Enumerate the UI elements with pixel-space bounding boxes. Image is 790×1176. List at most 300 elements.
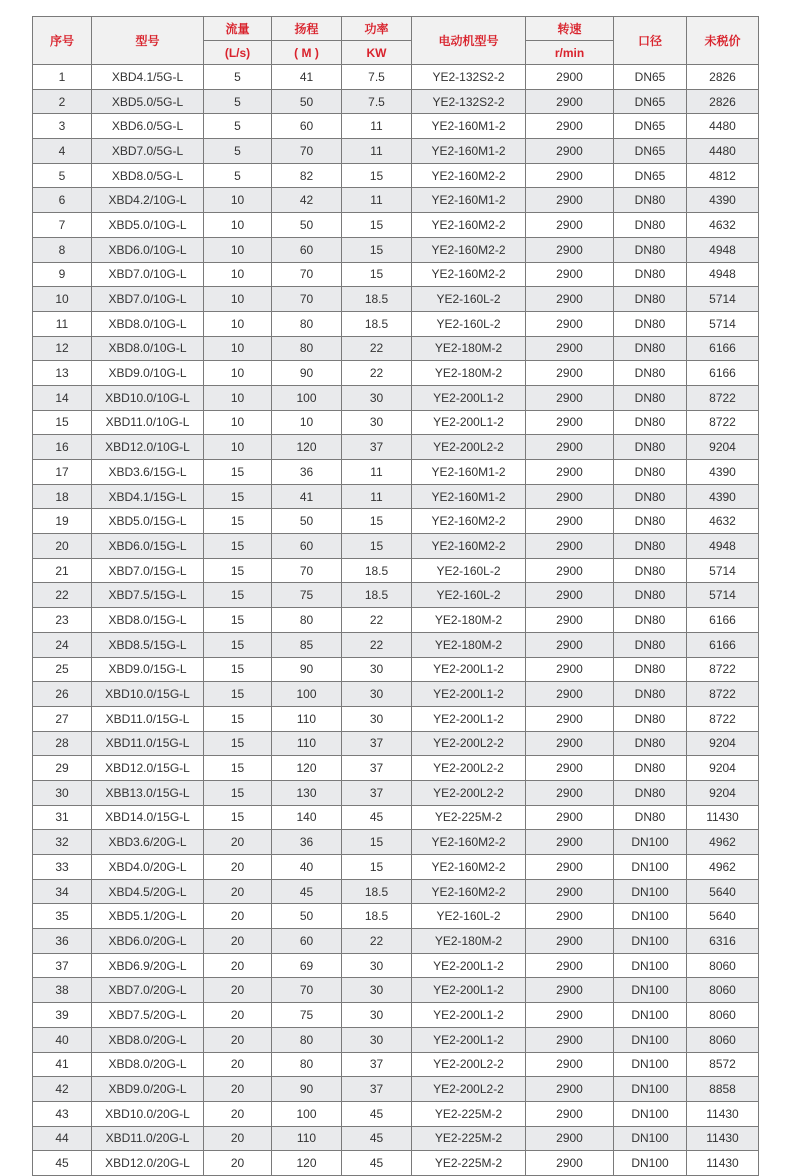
cell-head: 10 [272,410,342,435]
table-row [33,682,759,707]
cell-motor: YE2-160L-2 [412,287,526,312]
cell-seq: 27 [33,706,92,731]
cell-model: XBD4.0/20G-L [92,855,204,880]
cell-seq: 40 [33,1027,92,1052]
cell-caliber: DN80 [614,731,687,756]
cell-motor: YE2-132S2-2 [412,89,526,114]
table-row [33,114,759,139]
cell-power: 22 [342,361,412,386]
cell-caliber: DN100 [614,1027,687,1052]
cell-head: 80 [272,1052,342,1077]
header-price: 未税价 [687,17,759,65]
cell-head: 70 [272,139,342,164]
cell-seq: 11 [33,311,92,336]
cell-price: 5714 [687,287,759,312]
cell-seq: 31 [33,805,92,830]
cell-caliber: DN80 [614,336,687,361]
cell-flow: 10 [204,336,272,361]
cell-model: XBD4.1/15G-L [92,484,204,509]
cell-head: 85 [272,632,342,657]
cell-motor: YE2-200L2-2 [412,1052,526,1077]
cell-power: 45 [342,1126,412,1151]
cell-seq: 19 [33,509,92,534]
cell-head: 40 [272,855,342,880]
cell-flow: 20 [204,1077,272,1102]
cell-price: 8572 [687,1052,759,1077]
cell-power: 22 [342,632,412,657]
cell-speed: 2900 [526,780,614,805]
cell-flow: 15 [204,509,272,534]
cell-speed: 2900 [526,706,614,731]
cell-caliber: DN80 [614,756,687,781]
cell-power: 37 [342,1052,412,1077]
cell-model: XBD4.5/20G-L [92,879,204,904]
cell-caliber: DN100 [614,1101,687,1126]
table-row [33,953,759,978]
cell-speed: 2900 [526,213,614,238]
cell-head: 41 [272,484,342,509]
table-row [33,1151,759,1176]
cell-motor: YE2-132S2-2 [412,65,526,90]
cell-model: XBD6.0/10G-L [92,237,204,262]
cell-price: 4962 [687,830,759,855]
cell-seq: 44 [33,1126,92,1151]
cell-head: 100 [272,682,342,707]
cell-power: 45 [342,1101,412,1126]
cell-flow: 20 [204,978,272,1003]
table-row [33,978,759,1003]
cell-speed: 2900 [526,632,614,657]
cell-caliber: DN80 [614,460,687,485]
cell-caliber: DN80 [614,287,687,312]
table-row [33,163,759,188]
cell-price: 4390 [687,188,759,213]
cell-seq: 14 [33,385,92,410]
cell-flow: 15 [204,780,272,805]
cell-price: 4948 [687,262,759,287]
cell-speed: 2900 [526,805,614,830]
table-row [33,632,759,657]
cell-motor: YE2-160M1-2 [412,460,526,485]
cell-price: 5714 [687,583,759,608]
cell-price: 6166 [687,608,759,633]
cell-price: 11430 [687,805,759,830]
cell-power: 30 [342,657,412,682]
cell-motor: YE2-200L2-2 [412,731,526,756]
cell-power: 18.5 [342,904,412,929]
cell-price: 4390 [687,484,759,509]
cell-seq: 25 [33,657,92,682]
cell-head: 100 [272,1101,342,1126]
cell-motor: YE2-160M2-2 [412,855,526,880]
cell-motor: YE2-225M-2 [412,1101,526,1126]
cell-flow: 10 [204,385,272,410]
cell-seq: 9 [33,262,92,287]
cell-motor: YE2-160L-2 [412,558,526,583]
cell-flow: 15 [204,657,272,682]
header-seq: 序号 [33,17,92,65]
cell-flow: 20 [204,1052,272,1077]
header-model: 型号 [92,17,204,65]
cell-flow: 10 [204,237,272,262]
cell-model: XBD11.0/10G-L [92,410,204,435]
cell-seq: 13 [33,361,92,386]
cell-seq: 15 [33,410,92,435]
cell-speed: 2900 [526,311,614,336]
cell-model: XBD4.2/10G-L [92,188,204,213]
cell-motor: YE2-160M2-2 [412,237,526,262]
cell-head: 82 [272,163,342,188]
cell-model: XBD7.0/10G-L [92,262,204,287]
cell-speed: 2900 [526,139,614,164]
cell-power: 30 [342,1003,412,1028]
cell-head: 120 [272,1151,342,1176]
cell-head: 45 [272,879,342,904]
cell-speed: 2900 [526,1027,614,1052]
cell-flow: 20 [204,1027,272,1052]
cell-speed: 2900 [526,1151,614,1176]
cell-price: 9204 [687,756,759,781]
cell-head: 120 [272,435,342,460]
cell-price: 4948 [687,237,759,262]
cell-seq: 39 [33,1003,92,1028]
cell-caliber: DN80 [614,262,687,287]
cell-head: 36 [272,830,342,855]
cell-power: 15 [342,237,412,262]
cell-head: 69 [272,953,342,978]
table-row [33,1052,759,1077]
cell-head: 110 [272,731,342,756]
cell-power: 18.5 [342,311,412,336]
cell-flow: 20 [204,855,272,880]
table-row [33,1126,759,1151]
cell-motor: YE2-160M2-2 [412,534,526,559]
cell-speed: 2900 [526,608,614,633]
cell-seq: 33 [33,855,92,880]
cell-flow: 20 [204,1101,272,1126]
cell-caliber: DN65 [614,163,687,188]
cell-power: 30 [342,978,412,1003]
cell-power: 11 [342,484,412,509]
cell-price: 6166 [687,632,759,657]
cell-speed: 2900 [526,435,614,460]
cell-flow: 20 [204,1126,272,1151]
cell-seq: 20 [33,534,92,559]
table-row [33,879,759,904]
table-row [33,780,759,805]
cell-model: XBD12.0/15G-L [92,756,204,781]
cell-speed: 2900 [526,978,614,1003]
cell-motor: YE2-160M2-2 [412,830,526,855]
table-row [33,855,759,880]
cell-price: 5714 [687,558,759,583]
cell-speed: 2900 [526,287,614,312]
cell-seq: 36 [33,929,92,954]
cell-flow: 15 [204,558,272,583]
cell-seq: 24 [33,632,92,657]
cell-price: 2826 [687,65,759,90]
cell-motor: YE2-200L2-2 [412,435,526,460]
cell-flow: 10 [204,410,272,435]
cell-motor: YE2-225M-2 [412,805,526,830]
cell-flow: 10 [204,435,272,460]
cell-flow: 15 [204,632,272,657]
cell-head: 90 [272,1077,342,1102]
cell-price: 4632 [687,213,759,238]
cell-caliber: DN100 [614,929,687,954]
cell-seq: 26 [33,682,92,707]
cell-caliber: DN100 [614,1126,687,1151]
cell-model: XBD8.5/15G-L [92,632,204,657]
cell-flow: 10 [204,213,272,238]
cell-seq: 8 [33,237,92,262]
header-caliber: 口径 [614,17,687,65]
cell-head: 70 [272,978,342,1003]
cell-price: 4812 [687,163,759,188]
cell-head: 60 [272,114,342,139]
table-row [33,287,759,312]
cell-head: 80 [272,336,342,361]
cell-caliber: DN80 [614,385,687,410]
cell-price: 8060 [687,1003,759,1028]
cell-motor: YE2-180M-2 [412,336,526,361]
cell-power: 37 [342,780,412,805]
cell-power: 22 [342,608,412,633]
cell-caliber: DN100 [614,1151,687,1176]
table-row [33,904,759,929]
cell-model: XBD14.0/15G-L [92,805,204,830]
cell-caliber: DN65 [614,139,687,164]
cell-head: 80 [272,311,342,336]
cell-model: XBD7.0/15G-L [92,558,204,583]
cell-speed: 2900 [526,830,614,855]
cell-model: XBD5.1/20G-L [92,904,204,929]
cell-head: 42 [272,188,342,213]
cell-power: 15 [342,213,412,238]
cell-price: 4948 [687,534,759,559]
table-row [33,188,759,213]
cell-flow: 10 [204,188,272,213]
cell-speed: 2900 [526,188,614,213]
cell-motor: YE2-200L1-2 [412,953,526,978]
cell-power: 22 [342,929,412,954]
cell-price: 9204 [687,731,759,756]
cell-seq: 32 [33,830,92,855]
cell-price: 8722 [687,706,759,731]
cell-model: XBD8.0/10G-L [92,311,204,336]
cell-motor: YE2-160M2-2 [412,509,526,534]
cell-flow: 20 [204,1151,272,1176]
cell-speed: 2900 [526,460,614,485]
cell-model: XBD11.0/15G-L [92,731,204,756]
cell-power: 15 [342,163,412,188]
cell-head: 50 [272,213,342,238]
cell-flow: 15 [204,534,272,559]
cell-head: 140 [272,805,342,830]
cell-motor: YE2-225M-2 [412,1126,526,1151]
table-row [33,311,759,336]
cell-flow: 20 [204,953,272,978]
cell-caliber: DN80 [614,534,687,559]
cell-power: 7.5 [342,65,412,90]
cell-caliber: DN100 [614,904,687,929]
cell-speed: 2900 [526,89,614,114]
cell-seq: 18 [33,484,92,509]
cell-speed: 2900 [526,385,614,410]
cell-seq: 42 [33,1077,92,1102]
cell-model: XBD3.6/15G-L [92,460,204,485]
cell-power: 45 [342,805,412,830]
cell-speed: 2900 [526,1077,614,1102]
cell-speed: 2900 [526,237,614,262]
cell-power: 30 [342,682,412,707]
cell-speed: 2900 [526,1101,614,1126]
cell-flow: 20 [204,830,272,855]
cell-motor: YE2-200L1-2 [412,682,526,707]
cell-model: XBD6.9/20G-L [92,953,204,978]
table-row [33,608,759,633]
cell-caliber: DN80 [614,780,687,805]
cell-flow: 15 [204,460,272,485]
table-row [33,805,759,830]
cell-flow: 15 [204,484,272,509]
cell-head: 50 [272,904,342,929]
cell-caliber: DN80 [614,361,687,386]
cell-power: 11 [342,188,412,213]
cell-model: XBD5.0/10G-L [92,213,204,238]
cell-caliber: DN65 [614,89,687,114]
cell-power: 30 [342,410,412,435]
cell-speed: 2900 [526,534,614,559]
cell-model: XBD8.0/20G-L [92,1027,204,1052]
cell-head: 80 [272,1027,342,1052]
cell-motor: YE2-200L1-2 [412,706,526,731]
cell-motor: YE2-160L-2 [412,311,526,336]
cell-model: XBD8.0/20G-L [92,1052,204,1077]
table-row [33,361,759,386]
cell-head: 70 [272,287,342,312]
header-flow: 流量 [204,17,272,41]
cell-power: 18.5 [342,583,412,608]
cell-model: XBD9.0/20G-L [92,1077,204,1102]
cell-caliber: DN100 [614,953,687,978]
cell-motor: YE2-225M-2 [412,1151,526,1176]
cell-flow: 20 [204,904,272,929]
cell-power: 37 [342,756,412,781]
cell-caliber: DN100 [614,855,687,880]
cell-model: XBD12.0/20G-L [92,1151,204,1176]
cell-caliber: DN80 [614,682,687,707]
cell-flow: 15 [204,682,272,707]
cell-speed: 2900 [526,1126,614,1151]
cell-flow: 15 [204,608,272,633]
cell-seq: 12 [33,336,92,361]
cell-speed: 2900 [526,410,614,435]
cell-power: 18.5 [342,879,412,904]
cell-flow: 5 [204,114,272,139]
cell-motor: YE2-160M1-2 [412,188,526,213]
table-row [33,830,759,855]
table-row [33,583,759,608]
cell-speed: 2900 [526,65,614,90]
cell-speed: 2900 [526,336,614,361]
table-row [33,929,759,954]
cell-motor: YE2-160L-2 [412,904,526,929]
cell-model: XBD11.0/15G-L [92,706,204,731]
cell-seq: 2 [33,89,92,114]
table-row [33,139,759,164]
cell-model: XBD7.0/20G-L [92,978,204,1003]
cell-seq: 5 [33,163,92,188]
cell-motor: YE2-160M2-2 [412,163,526,188]
cell-speed: 2900 [526,904,614,929]
cell-caliber: DN80 [614,608,687,633]
cell-model: XBD6.0/15G-L [92,534,204,559]
cell-caliber: DN80 [614,509,687,534]
cell-head: 60 [272,929,342,954]
cell-seq: 30 [33,780,92,805]
cell-model: XBD3.6/20G-L [92,830,204,855]
table-row [33,410,759,435]
header-power-unit: KW [342,41,412,65]
cell-caliber: DN100 [614,830,687,855]
cell-caliber: DN100 [614,1052,687,1077]
cell-seq: 7 [33,213,92,238]
cell-power: 15 [342,855,412,880]
table-row [33,1101,759,1126]
cell-flow: 15 [204,706,272,731]
cell-seq: 41 [33,1052,92,1077]
table-row [33,213,759,238]
cell-caliber: DN100 [614,879,687,904]
cell-motor: YE2-200L1-2 [412,410,526,435]
cell-price: 4390 [687,460,759,485]
cell-price: 11430 [687,1101,759,1126]
table-row [33,237,759,262]
header-head: 扬程 [272,17,342,41]
cell-motor: YE2-200L2-2 [412,756,526,781]
table-row [33,731,759,756]
cell-caliber: DN80 [614,410,687,435]
cell-model: XBD4.1/5G-L [92,65,204,90]
cell-model: XBD6.0/5G-L [92,114,204,139]
cell-price: 6316 [687,929,759,954]
cell-motor: YE2-200L2-2 [412,780,526,805]
cell-seq: 17 [33,460,92,485]
cell-power: 30 [342,706,412,731]
cell-power: 22 [342,336,412,361]
cell-caliber: DN80 [614,213,687,238]
cell-model: XBD10.0/15G-L [92,682,204,707]
cell-head: 110 [272,1126,342,1151]
cell-price: 8060 [687,978,759,1003]
cell-motor: YE2-160M1-2 [412,139,526,164]
table-row [33,509,759,534]
cell-head: 90 [272,657,342,682]
cell-price: 8060 [687,1027,759,1052]
cell-caliber: DN80 [614,632,687,657]
cell-caliber: DN80 [614,583,687,608]
header-flow-unit: (L/s) [204,41,272,65]
cell-caliber: DN100 [614,1077,687,1102]
cell-motor: YE2-160M1-2 [412,114,526,139]
cell-motor: YE2-160M2-2 [412,213,526,238]
cell-speed: 2900 [526,879,614,904]
cell-power: 30 [342,385,412,410]
cell-model: XBD9.0/10G-L [92,361,204,386]
cell-model: XBD7.5/15G-L [92,583,204,608]
cell-price: 4632 [687,509,759,534]
